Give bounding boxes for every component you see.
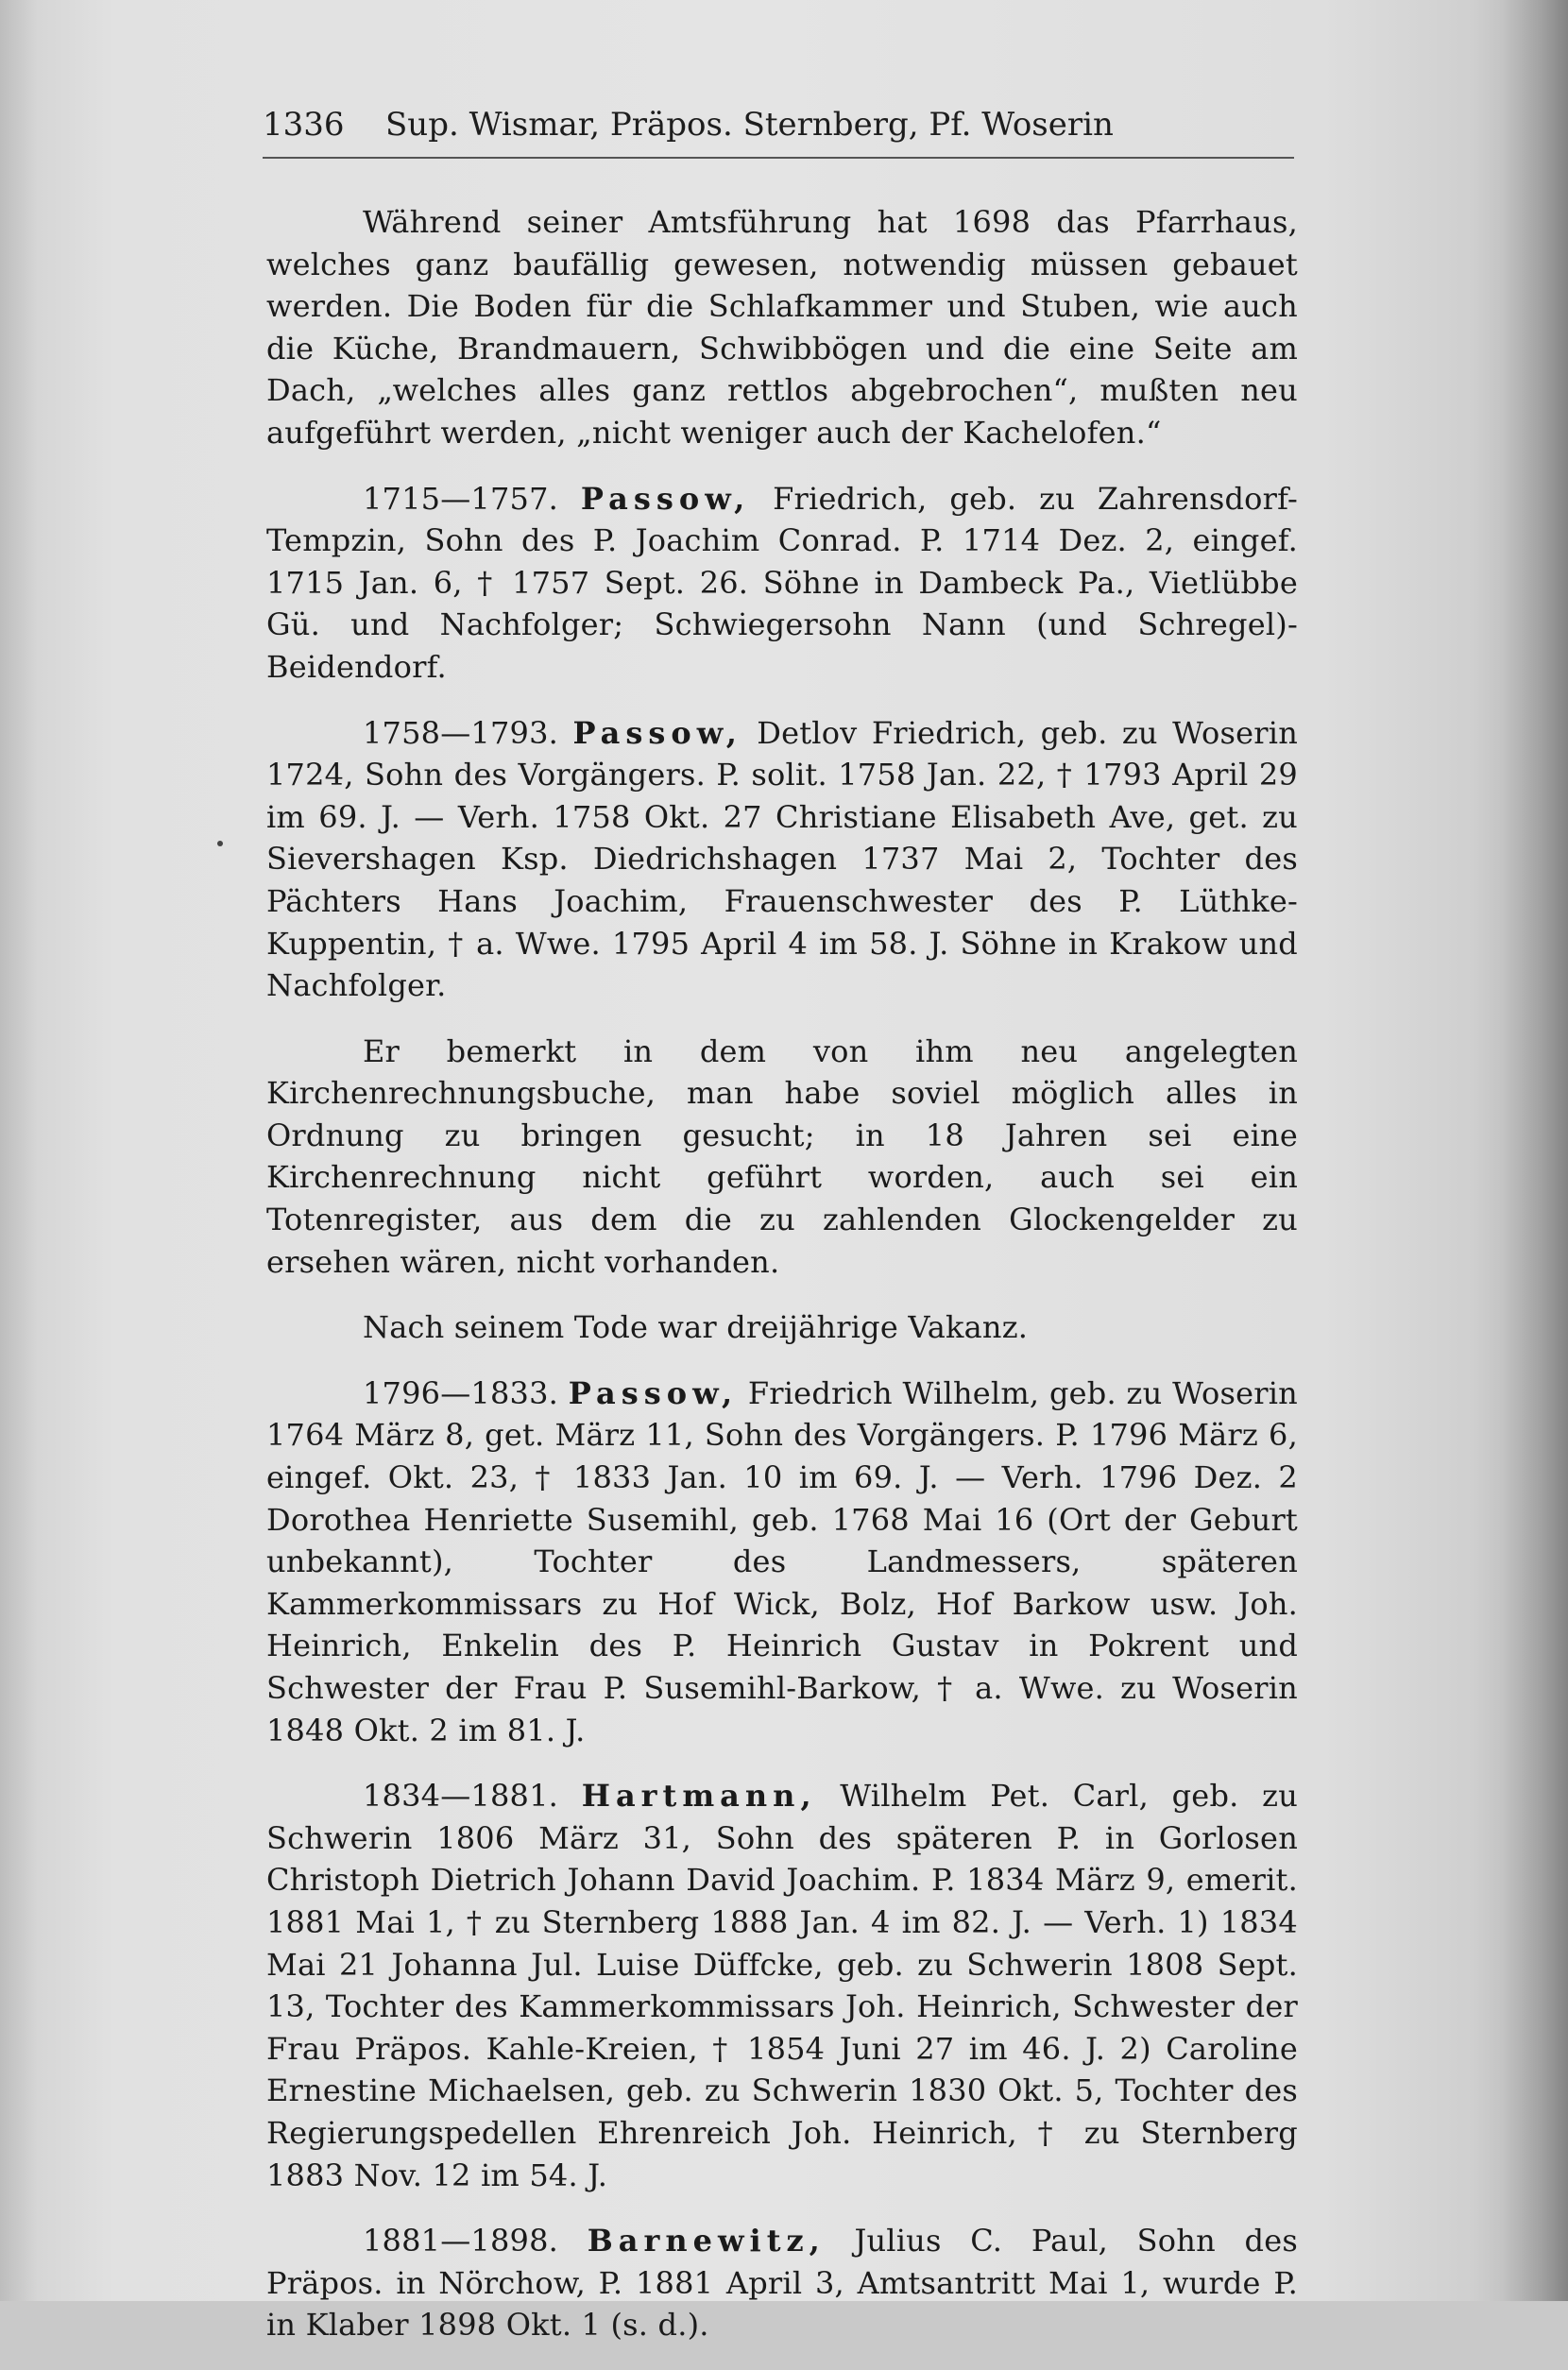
paragraph-vakanz [266, 1306, 1298, 1349]
entry-text: Julius C. Paul, Sohn des Präpos. in Nörchow, P. 1881 April 3, Amtsantritt Mai 1, wurde P. in Klaber 1898 Okt. 1 (s. d.). [266, 2223, 1298, 2344]
paragraph-kirchenrechnung [266, 1031, 1298, 1284]
entry-dates: 1796—1833. [363, 1374, 559, 1411]
entry-text: Friedrich, geb. zu Zahrensdorf-Tempzin, Sohn des P. Joachim Conrad. P. 1714 Dez. 2, eingef. 1715 Jan. 6, † 1757 Sept. 26. Söhne in Dambeck Pa., Vietlübbe Gü. und Nachfolger; Schwiegersohn Nann (und Schregel)-Beidendorf. [266, 480, 1299, 685]
entry-surname: Passow, [568, 1374, 739, 1411]
paragraph-intro [266, 201, 1298, 454]
entry-surname: Hartmann, [581, 1778, 817, 1815]
paragraph-text: Während seiner Amtsführung hat 1698 das Pfarrhaus, welches ganz baufällig gewesen, notwendig müssen gebauet werden. Die Boden für die Schlafkammer und Stuben, wie auch die Küche, Brandmauern, Schwibbögen und die eine Seite am Dach, „welches alles ganz rettlos abgebrochen“, mußten neu aufgeführt werden, „nicht weniger auch der Kachelofen.“ [266, 204, 1298, 451]
running-head: Sup. Wismar, Präpos. Sternberg, Pf. Woserin [385, 106, 1114, 144]
entry-text: Wilhelm Pet. Carl, geb. zu Schwerin 1806 März 31, Sohn des späteren P. in Gorlosen Christoph Dietrich Johann David Joachim. P. 1834 März 9, emerit. 1881 Mai 1, † zu Sternberg 1888 Jan. 4 im 82. J. — Verh. 1) 1834 Mai 21 Johanna Jul. Luise Düffcke, geb. zu Schwerin 1808 Sept. 13, Tochter des Kammerkommissars Joh. Heinrich, Schwester der Frau Präpos. Kahle-Kreien, † 1854 Juni 27 im 46. J. 2) Caroline Ernestine Michaelsen, geb. zu Schwerin 1830 Okt. 5, Tochter des Regierungspedellen Ehrenreich Joh. Heinrich, † zu Sternberg 1883 Nov. 12 im 54. J. [266, 1778, 1299, 2193]
entry-dates: 1834—1881. [363, 1778, 559, 1815]
gutter-shadow [1502, 0, 1568, 2301]
entry-1881 [266, 2220, 1298, 2346]
entry-dates: 1881—1898. [363, 2223, 559, 2259]
page-number: 1336 [263, 106, 345, 144]
margin-mark [217, 841, 223, 846]
body-text [266, 201, 1298, 2370]
entry-text: Detlov Friedrich, geb. zu Woserin 1724, Sohn des Vorgängers. P. solit. 1758 Jan. 22, † 1793 April 29 im 69. J. — Verh. 1758 Okt. 27 Christiane Elisabeth Ave, get. zu Sievershagen Ksp. Diedrichshagen 1737 Mai 2, Tochter des Pächters Hans Joachim, Frauenschwester des P. Lüthke-Kuppentin, † a. Wwe. 1795 April 4 im 58. J. Söhne in Krakow und Nachfolger. [266, 714, 1299, 1004]
entry-1758 [266, 712, 1298, 1007]
entry-1715 [266, 478, 1298, 689]
entry-dates: 1758—1793. [363, 714, 559, 751]
paragraph-text: Nach seinem Tode war dreijährige Vakanz. [363, 1309, 1029, 1346]
entry-text: Friedrich Wilhelm, geb. zu Woserin 1764 März 8, get. März 11, Sohn des Vorgängers. P. 1796 März 6, eingef. Okt. 23, † 1833 Jan. 10 im 69. J. — Verh. 1796 Dez. 2 Dorothea Henriette Susemihl, geb. 1768 Mai 16 (Ort der Geburt unbekannt), Tochter des Landmessers, späteren Kammerkommissars zu Hof Wick, Bolz, Hof Barkow usw. Joh. Heinrich, Enkelin des P. Heinrich Gustav in Pokrent und Schwester der Frau P. Susemihl-Barkow, † a. Wwe. zu Woserin 1848 Okt. 2 im 81. J. [266, 1374, 1298, 1748]
paragraph-text: Er bemerkt in dem von ihm neu angelegten Kirchenrechnungsbuche, man habe soviel möglich alles in Ordnung zu bringen gesucht; in 18 Jahren sei eine Kirchenrechnung nicht geführt worden, auch sei ein Totenregister, aus dem die zu zahlenden Glockengelder zu ersehen wären, nicht vorhanden. [266, 1032, 1298, 1280]
entry-1834 [266, 1775, 1298, 2196]
entry-surname: Passow, [580, 480, 751, 517]
page-header [263, 106, 1294, 144]
entry-dates: 1715—1757. [363, 480, 559, 517]
entry-1796 [266, 1373, 1298, 1751]
header-rule [263, 157, 1294, 159]
entry-surname: Passow, [572, 714, 742, 751]
entry-surname: Barnewitz, [587, 2223, 826, 2259]
